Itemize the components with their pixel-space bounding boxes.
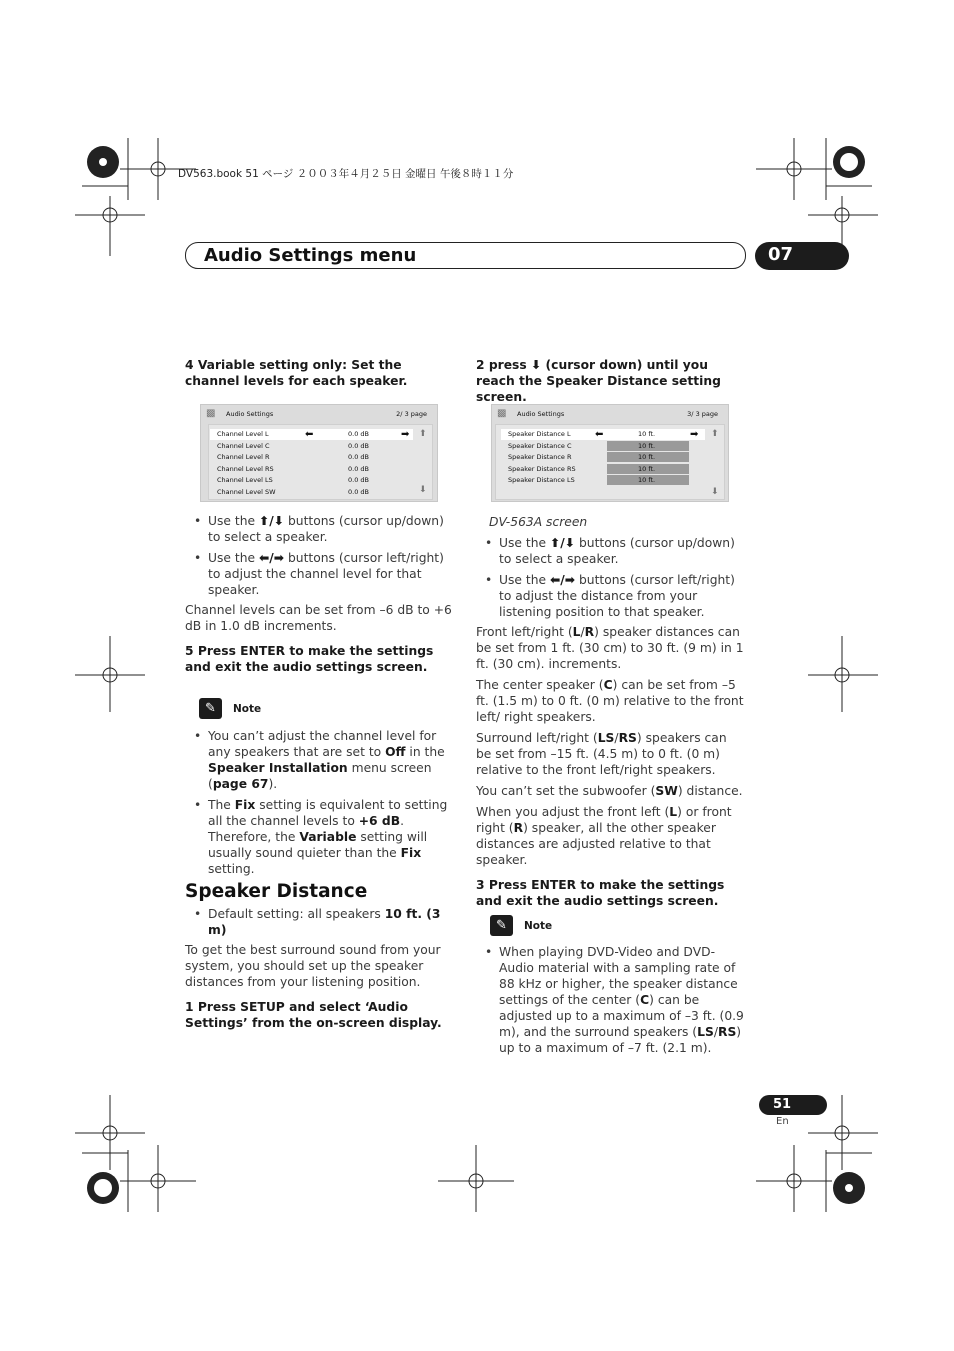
list-item[interactable]: Speaker Distance L 10 ft. [501, 429, 705, 440]
step-3: 3 Press ENTER to make the settings and exit the audio settings screen. [476, 878, 725, 908]
chapter-title: Audio Settings menu [204, 245, 417, 266]
surround-distance-range: Surround left/right (LS/RS) speakers can be set from –15 ft. (4.5 m) to 0 ft. (0 m) relative to the front left/right speakers. [476, 731, 727, 777]
arrow-left-right-icon: ⬅/➡ [258, 551, 285, 565]
scroll-up-icon[interactable]: ⬆ [419, 429, 427, 439]
left-column-top [185, 357, 453, 389]
note-label: Note [524, 920, 553, 932]
left-column-body [185, 513, 453, 675]
step-5: 5 Press ENTER to make the settings and exit the audio settings screen. [185, 644, 434, 674]
channel-level-screen [200, 404, 438, 502]
scroll-down-icon[interactable]: ⬇ [419, 485, 427, 495]
right-column-body [476, 535, 744, 909]
step-4: 4 Variable setting only: Set the channel levels for each speaker. [185, 358, 408, 388]
note-item: • When playing DVD-Video and DVD-Audio material with a sampling rate of 88 kHz or higher, the speaker distance settings of the center (C) can be adjusted up to a maximum of –3 ft. (0.9 m), and the surround speakers (LS/RS) up to a maximum of –7 ft. (2.1 m). [476, 944, 744, 1056]
list-item[interactable]: Channel Level RS 0.0 dB [217, 465, 369, 473]
scroll-up-icon[interactable]: ⬆ [711, 429, 719, 439]
screen-caption: DV-563A screen [489, 515, 588, 529]
screen-page: 3/ 3 page [687, 410, 718, 418]
list-item[interactable]: Speaker Distance C 10 ft. [501, 441, 705, 452]
list-item[interactable]: Channel Level L 0.0 dB [210, 429, 413, 440]
screen-list [208, 424, 433, 500]
list-item[interactable]: Channel Level C 0.0 dB [217, 442, 369, 450]
front-distance-range: Front left/right (L/R) speaker distances can be set from 1 ft. (30 cm) to 30 ft. (9 m) in 1 ft. (30 cm). increments. [476, 625, 744, 671]
channel-level-range: Channel levels can be set from –6 dB to +6 dB in 1.0 dB increments. [185, 603, 452, 633]
note-item: • The Fix setting is equivalent to setting all the channel levels to +6 dB. Therefore, the Variable setting will usually sound quieter than the Fix setting. [185, 797, 453, 877]
note-icon: ✎ [490, 915, 513, 936]
step-1: 1 Press SETUP and select ‘Audio Settings’ from the on-screen display. [185, 1000, 442, 1030]
note-icon: ✎ [199, 698, 222, 719]
speaker-distance-intro [185, 906, 453, 1031]
right-notes [476, 944, 744, 1056]
right-column-top [476, 357, 744, 405]
chapter-number-badge [755, 242, 849, 270]
relative-adjust-note: When you adjust the front left (L) or front right (R) speaker, all the other speaker distances are adjusted relative to that speaker. [476, 805, 732, 867]
bullet-adjust-level: • Use the ⬅/➡ buttons (cursor left/right) to adjust the channel level for that speaker. [185, 550, 453, 598]
print-header-line: DV563.book 51 ページ ２００３年４月２５日 金曜日 午後８時１１分 [178, 168, 514, 180]
list-item[interactable]: Speaker Distance R 10 ft. [501, 452, 705, 463]
screen-title: Audio Settings [226, 410, 274, 418]
arrow-right-icon: ➡ [690, 429, 699, 440]
chapter-title-bar [185, 242, 746, 269]
speaker-icon: ▩ [497, 408, 507, 419]
screen-title: Audio Settings [517, 410, 565, 418]
bullet-select-speaker: • Use the ⬆/⬇ buttons (cursor up/down) to select a speaker. [185, 513, 453, 545]
page-number: 51 [773, 1097, 792, 1112]
subwoofer-note: You can’t set the subwoofer (SW) distance. [476, 784, 743, 798]
intro-paragraph: To get the best surround sound from your system, you should set up the speaker distances from your listening position. [185, 943, 441, 989]
note-item: • You can’t adjust the channel level for any speakers that are set to Off in the Speaker Installation menu screen (page 67). [185, 728, 453, 792]
list-item[interactable]: Channel Level LS 0.0 dB [217, 476, 369, 484]
speaker-icon: ▩ [206, 408, 216, 419]
screen-page: 2/ 3 page [396, 410, 427, 418]
language-label: En [776, 1116, 789, 1127]
arrow-right-icon: ➡ [401, 429, 410, 440]
section-heading: Speaker Distance [185, 881, 368, 902]
step-2: 2 press ⬇ (cursor down) until you reach the Speaker Distance setting screen. [476, 358, 721, 404]
arrow-left-icon: ⬅ [305, 429, 314, 440]
note-label: Note [233, 703, 262, 715]
scroll-down-icon[interactable]: ⬇ [711, 487, 719, 497]
default-setting: • Default setting: all speakers 10 ft. (3 m) [185, 906, 453, 938]
speaker-distance-screen [491, 404, 729, 502]
center-distance-range: The center speaker (C) can be set from –5 ft. (1.5 m) to 0 ft. (0 m) relative to the front left/ right speakers. [476, 678, 744, 724]
arrow-left-right-icon: ⬅/➡ [549, 573, 576, 587]
arrow-up-down-icon: ⬆/⬇ [549, 536, 576, 550]
arrow-up-down-icon: ⬆/⬇ [258, 514, 285, 528]
page-number-badge [759, 1095, 827, 1115]
list-item[interactable]: Speaker Distance RS 10 ft. [501, 464, 705, 475]
arrow-down-icon: ⬇ [530, 358, 542, 372]
list-item[interactable]: Channel Level R 0.0 dB [217, 453, 369, 461]
bullet-adjust-distance: • Use the ⬅/➡ buttons (cursor left/right) to adjust the distance from your listening position to that speaker. [476, 572, 744, 620]
left-notes [185, 728, 453, 877]
list-item[interactable]: Speaker Distance LS 10 ft. [501, 475, 705, 486]
chapter-number: 07 [768, 244, 794, 265]
list-item[interactable]: Channel Level SW 0.0 dB [217, 488, 369, 496]
bullet-select-speaker: • Use the ⬆/⬇ buttons (cursor up/down) to select a speaker. [476, 535, 744, 567]
arrow-left-icon: ⬅ [595, 429, 604, 440]
screen-list [495, 424, 725, 500]
